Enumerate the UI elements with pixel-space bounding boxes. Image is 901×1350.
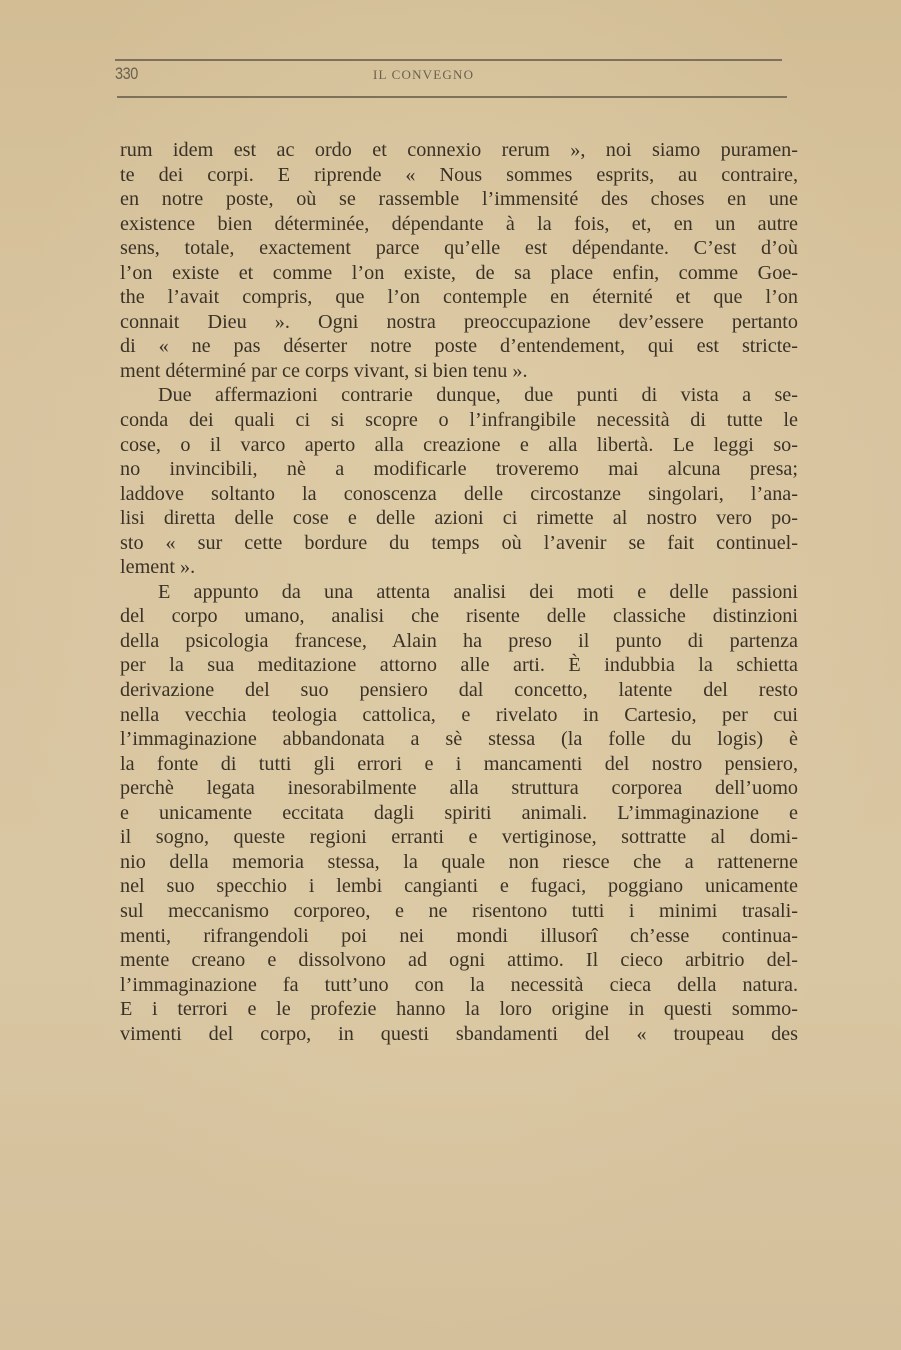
text-line: te dei corpi. E riprende « Nous sommes esprits, au contraire, [120,163,798,186]
text-line: mente creano e dissolvono ad ogni attimo. Il cieco arbitrio del- [120,949,798,972]
text-line: E i terrori e le profezie hanno la loro origine in questi sommo- [120,998,798,1021]
paragraph-start-line: Due affermazioni contrarie dunque, due punti di vista a se- [158,384,798,407]
text-line: nio della memoria stessa, la quale non riesce che a rattenerne [120,850,798,873]
text-line: derivazione del suo pensiero dal concetto, latente del resto [120,679,798,702]
journal-title: IL CONVEGNO [373,67,475,82]
text-line: sto « sur cette bordure du temps où l’avenir se fait continuel- [120,531,798,554]
text-line: sul meccanismo corporeo, e ne risentono tutti i minimi trasali- [120,899,798,922]
text-line: the l’avait compris, que l’on contemple en éternité et que l’on [120,286,798,309]
text-line: perchè legata inesorabilmente alla struttura corporea dell’uomo [120,777,798,800]
text-line: existence bien déterminée, dépendante à la fois, et, en un autre [120,212,798,235]
text-line: en notre poste, où se rassemble l’immensité des choses en une [120,188,798,211]
text-line: conda dei quali ci si scopre o l’infrangibile necessità di tutte le [120,409,798,432]
page-number: 330 [115,64,138,83]
text-line: l’on existe et comme l’on existe, de sa place enfin, comme Goe- [120,261,798,284]
text-line: lement ». [120,556,196,579]
text-line: la fonte di tutti gli errori e i mancamenti del nostro pensiero, [120,752,798,775]
text-line: ment déterminé par ce corps vivant, si bien tenu ». [120,359,528,382]
text-line: laddove soltanto la conoscenza delle circostanze singolari, l’ana- [120,482,798,505]
text-line: lisi diretta delle cose e delle azioni ci rimette al nostro vero po- [120,507,798,530]
text-line: l’immaginazione abbandonata a sè stessa (la folle du logis) è [120,728,798,751]
text-line: il sogno, queste regioni erranti e vertiginose, sottratte al domi- [120,826,798,849]
text-line: cose, o il varco aperto alla creazione e alla libertà. Le leggi so- [120,433,798,456]
text-line: e unicamente eccitata dagli spiriti animali. L’immaginazione e [120,801,798,824]
text-line: sens, totale, exactement parce qu’elle est dépendante. C’est d’où [120,237,798,260]
text-line: della psicologia francese, Alain ha preso il punto di partenza [120,629,798,652]
text-line: l’immaginazione fa tutt’uno con la necessità cieca della natura. [120,973,798,996]
header-rule-bottom [117,96,787,98]
text-line: no invincibili, nè a modificarle troveremo mai alcuna presa; [120,458,798,481]
text-line: nel suo specchio i lembi cangianti e fugaci, poggiano unicamente [120,875,798,898]
running-head [115,64,785,88]
text-line: del corpo umano, analisi che risente delle classiche distinzioni [120,605,798,628]
paragraph-start-line: E appunto da una attenta analisi dei moti e delle passioni [158,580,798,603]
header-rule-top [115,59,782,61]
body-text [120,138,798,1046]
text-line: rum idem est ac ordo et connexio rerum », noi siamo puramen- [120,139,798,161]
text-line: di « ne pas déserter notre poste d’entendement, qui est stricte- [120,335,798,358]
text-line: vimenti del corpo, in questi sbandamenti del « troupeau des [120,1022,798,1045]
text-line: menti, rifrangendoli poi nei mondi illusorî ch’esse continua- [120,924,798,947]
text-line: nella vecchia teologia cattolica, e rivelato in Cartesio, per cui [120,703,798,726]
text-line: connait Dieu ». Ogni nostra preoccupazione dev’essere pertanto [120,310,798,333]
text-line: per la sua meditazione attorno alle arti. È indubbia la schietta [120,654,798,677]
